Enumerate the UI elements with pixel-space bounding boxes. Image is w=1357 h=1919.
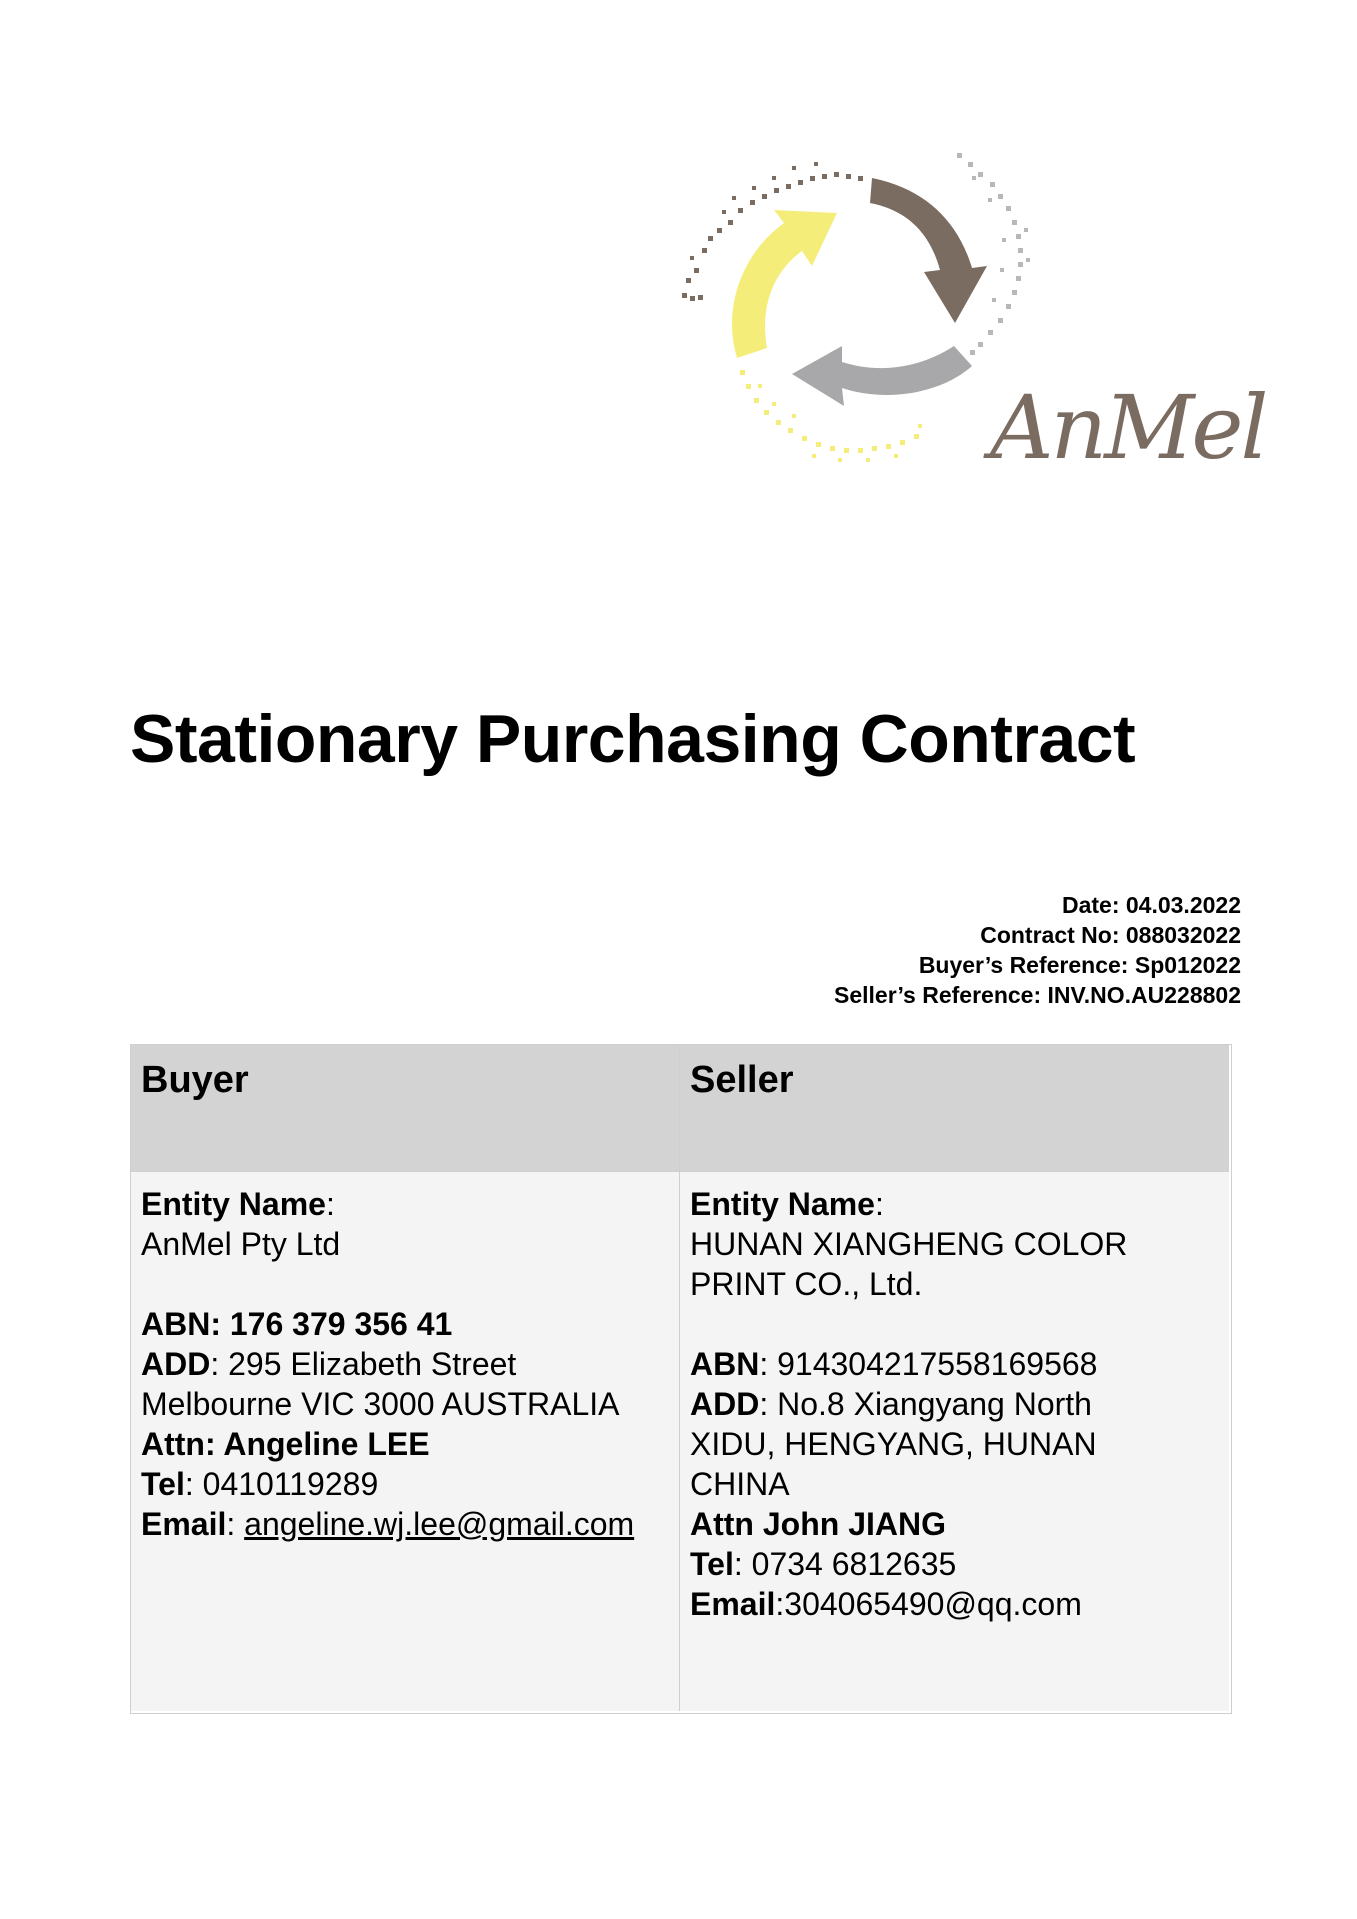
buyer-ref-value: Sp012022: [1134, 952, 1241, 978]
buyer-abn: 176 379 356 41: [229, 1306, 453, 1342]
buyer-address-line2: Melbourne VIC 3000 AUSTRALIA: [141, 1386, 620, 1422]
contract-label: Contract No:: [980, 922, 1120, 948]
buyer-tel: 0410119289: [202, 1466, 379, 1502]
buyer-address-line1: 295 Elizabeth Street: [228, 1346, 517, 1382]
buyer-heading: Buyer: [131, 1045, 680, 1172]
parties-table: [130, 1044, 1232, 1714]
buyer-ref-row: [834, 950, 1241, 980]
page-title: Stationary Purchasing Contract: [130, 701, 1136, 777]
seller-tel-label: Tel: [690, 1546, 734, 1582]
seller-ref-label: Seller’s Reference:: [834, 982, 1042, 1008]
seller-add-label: ADD: [690, 1386, 760, 1422]
seller-tel: 0734 6812635: [751, 1546, 957, 1582]
contract-row: [834, 920, 1241, 950]
anmel-logo: [672, 148, 1266, 508]
seller-entity-label: Entity Name: [690, 1186, 875, 1222]
seller-details: Entity Name: HUNAN XIANGHENG COLOR PRINT CO., Ltd. ABN: 914304217558169568 ADD: No.8 Xiangyang North XIDU, HENGYANG, HUNAN CHINA Attn John JIANG Tel: 0734 6812635 Email:304065490@qq.com: [680, 1172, 1229, 1711]
date-value: 04.03.2022: [1125, 892, 1241, 918]
buyer-add-label: ADD: [141, 1346, 211, 1382]
seller-ref-value: INV.NO.AU228802: [1047, 982, 1241, 1008]
yellow-arrow-icon: [732, 210, 837, 358]
contract-references: [834, 890, 1241, 1010]
grey-arrow-icon: [792, 346, 972, 406]
buyer-entity-name: AnMel Pty Ltd: [141, 1226, 341, 1262]
logo-wordmark: AnMel: [990, 376, 1266, 479]
seller-address-line2: XIDU, HENGYANG, HUNAN: [690, 1426, 1097, 1462]
seller-abn: 914304217558169568: [777, 1346, 1098, 1382]
seller-address-line3: CHINA: [690, 1466, 790, 1502]
seller-address-line1: No.8 Xiangyang North: [777, 1386, 1092, 1422]
seller-email[interactable]: 304065490@qq.com: [784, 1586, 1082, 1622]
seller-email-label: Email: [690, 1586, 776, 1622]
brown-arrow-icon: [870, 178, 987, 323]
seller-attn: Attn John JIANG: [690, 1506, 946, 1542]
seller-heading: Seller: [680, 1045, 1229, 1172]
buyer-entity-label: Entity Name: [141, 1186, 326, 1222]
buyer-ref-label: Buyer’s Reference:: [918, 952, 1129, 978]
buyer-email-link[interactable]: angeline.wj.lee@gmail.com: [244, 1506, 635, 1542]
contract-value: 088032022: [1125, 922, 1241, 948]
seller-ref-row: [834, 980, 1241, 1010]
buyer-tel-label: Tel: [141, 1466, 185, 1502]
buyer-details: Entity Name: AnMel Pty Ltd ABN: 176 379 356 41 ADD: 295 Elizabeth Street Melbourne VIC 3000 AUSTRALIA Attn: Angeline LEE Tel: 0410119289 Email: angeline.wj.lee@gmail.com: [131, 1172, 680, 1711]
grey-dots-icon: [957, 153, 1030, 355]
seller-entity-line2: PRINT CO., Ltd.: [690, 1266, 923, 1302]
buyer-email-label: Email: [141, 1506, 227, 1542]
date-label: Date:: [1061, 892, 1120, 918]
seller-abn-label: ABN: [690, 1346, 760, 1382]
buyer-attn: Attn: Angeline LEE: [141, 1426, 430, 1462]
date-row: [834, 890, 1241, 920]
buyer-abn-label: ABN:: [141, 1306, 221, 1342]
seller-entity-line1: HUNAN XIANGHENG COLOR: [690, 1226, 1128, 1262]
